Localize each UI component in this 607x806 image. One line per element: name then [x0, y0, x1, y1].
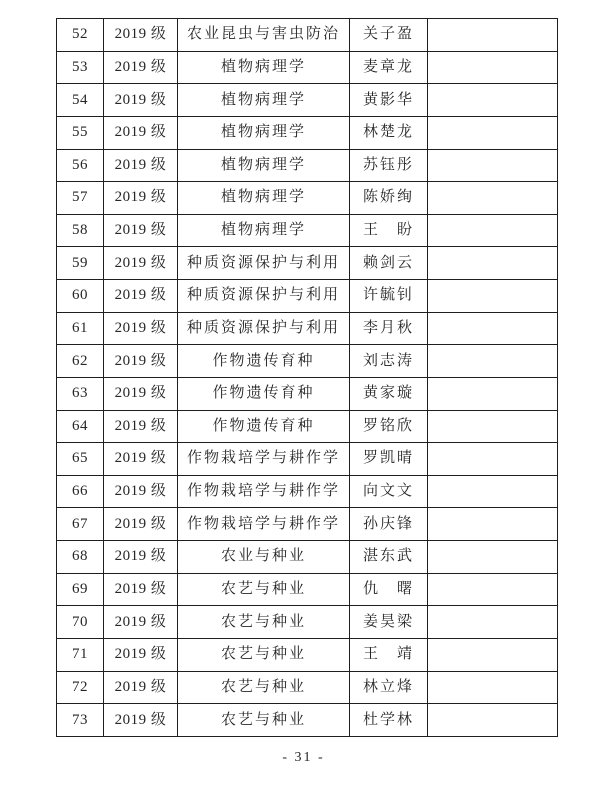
- cell-index: 60: [57, 280, 104, 313]
- cell-index: 66: [57, 475, 104, 508]
- cell-grade: 2019 级: [104, 671, 178, 704]
- cell-name: 陈娇绚: [350, 182, 428, 215]
- cell-major: 作物遗传育种: [178, 345, 350, 378]
- cell-blank: [428, 149, 558, 182]
- cell-major: 种质资源保护与利用: [178, 280, 350, 313]
- cell-major: 农艺与种业: [178, 638, 350, 671]
- table-row: [57, 573, 558, 606]
- cell-name: 杜学林: [350, 704, 428, 737]
- cell-major: 植物病理学: [178, 51, 350, 84]
- cell-grade: 2019 级: [104, 149, 178, 182]
- cell-index: 70: [57, 606, 104, 639]
- cell-index: 63: [57, 377, 104, 410]
- cell-blank: [428, 116, 558, 149]
- cell-blank: [428, 51, 558, 84]
- cell-grade: 2019 级: [104, 541, 178, 574]
- cell-major: 作物栽培学与耕作学: [178, 443, 350, 476]
- cell-grade: 2019 级: [104, 19, 178, 52]
- cell-major: 植物病理学: [178, 182, 350, 215]
- cell-name: 孙庆锋: [350, 508, 428, 541]
- table-row: [57, 638, 558, 671]
- table-row: [57, 116, 558, 149]
- table-row: [57, 508, 558, 541]
- cell-name: 向文文: [350, 475, 428, 508]
- cell-name: 黄影华: [350, 84, 428, 117]
- cell-major: 种质资源保护与利用: [178, 247, 350, 280]
- cell-grade: 2019 级: [104, 410, 178, 443]
- cell-grade: 2019 级: [104, 443, 178, 476]
- page-number: - 31 -: [282, 750, 325, 765]
- cell-index: 71: [57, 638, 104, 671]
- table-row: [57, 149, 558, 182]
- cell-blank: [428, 443, 558, 476]
- student-roster-table: [56, 18, 558, 737]
- cell-name: 王 盼: [350, 214, 428, 247]
- roster-body: [57, 19, 558, 737]
- cell-grade: 2019 级: [104, 508, 178, 541]
- cell-name: 苏钰彤: [350, 149, 428, 182]
- cell-name: 姜昊梁: [350, 606, 428, 639]
- cell-blank: [428, 280, 558, 313]
- cell-name: 麦章龙: [350, 51, 428, 84]
- cell-major: 种质资源保护与利用: [178, 312, 350, 345]
- cell-name: 李月秋: [350, 312, 428, 345]
- cell-index: 54: [57, 84, 104, 117]
- cell-grade: 2019 级: [104, 638, 178, 671]
- cell-index: 57: [57, 182, 104, 215]
- cell-name: 罗凯晴: [350, 443, 428, 476]
- cell-name: 王 靖: [350, 638, 428, 671]
- cell-major: 植物病理学: [178, 149, 350, 182]
- cell-major: 农艺与种业: [178, 573, 350, 606]
- cell-name: 赖剑云: [350, 247, 428, 280]
- cell-index: 59: [57, 247, 104, 280]
- table-row: [57, 377, 558, 410]
- table-row: [57, 443, 558, 476]
- cell-major: 作物遗传育种: [178, 377, 350, 410]
- cell-index: 58: [57, 214, 104, 247]
- cell-grade: 2019 级: [104, 84, 178, 117]
- cell-index: 68: [57, 541, 104, 574]
- cell-grade: 2019 级: [104, 573, 178, 606]
- cell-index: 56: [57, 149, 104, 182]
- cell-index: 55: [57, 116, 104, 149]
- cell-index: 52: [57, 19, 104, 52]
- cell-blank: [428, 410, 558, 443]
- cell-grade: 2019 级: [104, 247, 178, 280]
- cell-grade: 2019 级: [104, 606, 178, 639]
- table-row: [57, 19, 558, 52]
- cell-grade: 2019 级: [104, 345, 178, 378]
- table-row: [57, 247, 558, 280]
- table-row: [57, 345, 558, 378]
- cell-name: 黄家璇: [350, 377, 428, 410]
- cell-blank: [428, 377, 558, 410]
- cell-major: 作物栽培学与耕作学: [178, 508, 350, 541]
- cell-blank: [428, 573, 558, 606]
- cell-blank: [428, 508, 558, 541]
- cell-blank: [428, 247, 558, 280]
- cell-major: 农业昆虫与害虫防治: [178, 19, 350, 52]
- cell-grade: 2019 级: [104, 475, 178, 508]
- cell-name: 湛东武: [350, 541, 428, 574]
- cell-grade: 2019 级: [104, 214, 178, 247]
- cell-blank: [428, 312, 558, 345]
- cell-blank: [428, 541, 558, 574]
- cell-major: 作物栽培学与耕作学: [178, 475, 350, 508]
- cell-name: 许毓钊: [350, 280, 428, 313]
- table-row: [57, 51, 558, 84]
- cell-grade: 2019 级: [104, 312, 178, 345]
- cell-blank: [428, 704, 558, 737]
- cell-name: 罗铭欣: [350, 410, 428, 443]
- cell-grade: 2019 级: [104, 51, 178, 84]
- cell-grade: 2019 级: [104, 704, 178, 737]
- cell-major: 农业与种业: [178, 541, 350, 574]
- cell-major: 作物遗传育种: [178, 410, 350, 443]
- cell-grade: 2019 级: [104, 182, 178, 215]
- table-row: [57, 214, 558, 247]
- table-row: [57, 410, 558, 443]
- cell-index: 62: [57, 345, 104, 378]
- table-row: [57, 704, 558, 737]
- cell-index: 53: [57, 51, 104, 84]
- cell-major: 植物病理学: [178, 214, 350, 247]
- table-row: [57, 606, 558, 639]
- cell-blank: [428, 638, 558, 671]
- table-row: [57, 280, 558, 313]
- cell-index: 72: [57, 671, 104, 704]
- cell-blank: [428, 214, 558, 247]
- cell-major: 植物病理学: [178, 84, 350, 117]
- cell-index: 73: [57, 704, 104, 737]
- cell-index: 65: [57, 443, 104, 476]
- cell-index: 61: [57, 312, 104, 345]
- cell-name: 林楚龙: [350, 116, 428, 149]
- cell-index: 64: [57, 410, 104, 443]
- cell-blank: [428, 84, 558, 117]
- cell-name: 刘志涛: [350, 345, 428, 378]
- table-row: [57, 541, 558, 574]
- table-row: [57, 84, 558, 117]
- cell-index: 67: [57, 508, 104, 541]
- cell-blank: [428, 606, 558, 639]
- cell-name: 仇 曙: [350, 573, 428, 606]
- cell-name: 关子盈: [350, 19, 428, 52]
- cell-blank: [428, 475, 558, 508]
- table-row: [57, 475, 558, 508]
- cell-grade: 2019 级: [104, 280, 178, 313]
- cell-major: 农艺与种业: [178, 606, 350, 639]
- cell-index: 69: [57, 573, 104, 606]
- cell-blank: [428, 19, 558, 52]
- cell-major: 农艺与种业: [178, 671, 350, 704]
- cell-blank: [428, 182, 558, 215]
- cell-name: 林立烽: [350, 671, 428, 704]
- cell-grade: 2019 级: [104, 116, 178, 149]
- cell-blank: [428, 345, 558, 378]
- table-row: [57, 671, 558, 704]
- cell-grade: 2019 级: [104, 377, 178, 410]
- cell-major: 植物病理学: [178, 116, 350, 149]
- table-row: [57, 182, 558, 215]
- table-row: [57, 312, 558, 345]
- cell-major: 农艺与种业: [178, 704, 350, 737]
- cell-blank: [428, 671, 558, 704]
